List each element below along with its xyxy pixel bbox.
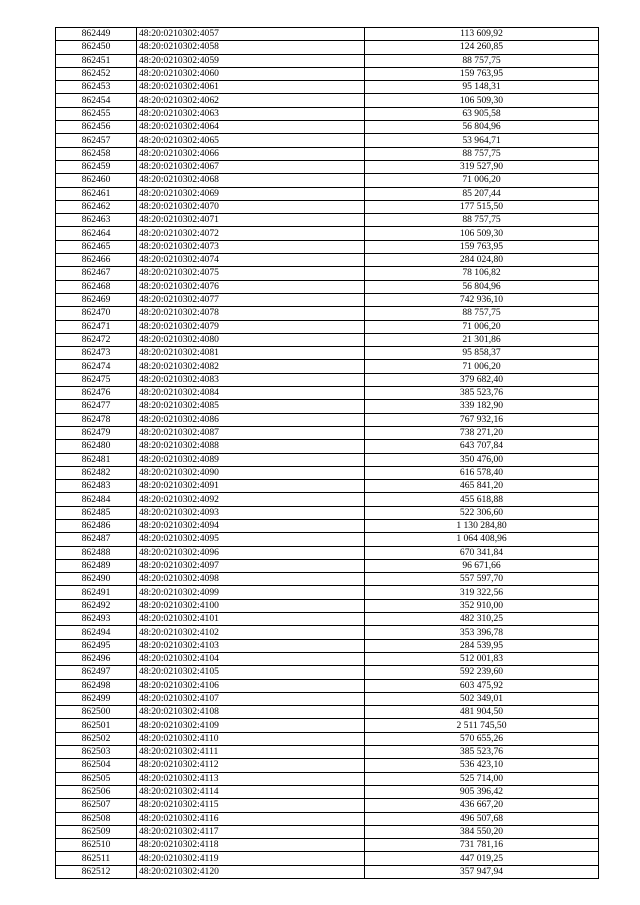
cadastral-number-cell: 48:20:0210302:4086 xyxy=(137,413,365,426)
row-number-cell: 862466 xyxy=(56,254,137,267)
value-cell: 767 932,16 xyxy=(365,413,599,426)
value-cell: 670 341,84 xyxy=(365,546,599,559)
row-number-cell: 862497 xyxy=(56,666,137,679)
row-number-cell: 862476 xyxy=(56,387,137,400)
cadastral-number-cell: 48:20:0210302:4102 xyxy=(137,626,365,639)
value-cell: 2 511 745,50 xyxy=(365,719,599,732)
row-number-cell: 862508 xyxy=(56,812,137,825)
value-cell: 177 515,50 xyxy=(365,200,599,213)
table-row xyxy=(56,333,599,346)
row-number-cell: 862454 xyxy=(56,94,137,107)
value-cell: 1 130 284,80 xyxy=(365,519,599,532)
cadastral-number-cell: 48:20:0210302:4111 xyxy=(137,746,365,759)
value-cell: 159 763,95 xyxy=(365,240,599,253)
cadastral-number-cell: 48:20:0210302:4100 xyxy=(137,599,365,612)
row-number-cell: 862462 xyxy=(56,200,137,213)
cadastral-number-cell: 48:20:0210302:4113 xyxy=(137,772,365,785)
table-row xyxy=(56,759,599,772)
value-cell: 106 509,30 xyxy=(365,227,599,240)
cadastral-number-cell: 48:20:0210302:4109 xyxy=(137,719,365,732)
table-row xyxy=(56,360,599,373)
value-cell: 616 578,40 xyxy=(365,466,599,479)
cadastral-number-cell: 48:20:0210302:4090 xyxy=(137,466,365,479)
row-number-cell: 862449 xyxy=(56,28,137,41)
row-number-cell: 862459 xyxy=(56,160,137,173)
value-cell: 731 781,16 xyxy=(365,839,599,852)
value-cell: 447 019,25 xyxy=(365,852,599,865)
table-row xyxy=(56,772,599,785)
value-cell: 482 310,25 xyxy=(365,613,599,626)
cadastral-number-cell: 48:20:0210302:4085 xyxy=(137,400,365,413)
table-row xyxy=(56,692,599,705)
table-body xyxy=(56,28,599,879)
value-cell: 95 148,31 xyxy=(365,81,599,94)
value-cell: 56 804,96 xyxy=(365,121,599,134)
row-number-cell: 862472 xyxy=(56,333,137,346)
table-row xyxy=(56,200,599,213)
row-number-cell: 862488 xyxy=(56,546,137,559)
table-row xyxy=(56,373,599,386)
table-row xyxy=(56,706,599,719)
value-cell: 319 527,90 xyxy=(365,160,599,173)
cadastral-number-cell: 48:20:0210302:4072 xyxy=(137,227,365,240)
table-row xyxy=(56,573,599,586)
cadastral-number-cell: 48:20:0210302:4083 xyxy=(137,373,365,386)
row-number-cell: 862498 xyxy=(56,679,137,692)
value-cell: 436 667,20 xyxy=(365,799,599,812)
cadastral-number-cell: 48:20:0210302:4118 xyxy=(137,839,365,852)
row-number-cell: 862455 xyxy=(56,107,137,120)
table-row xyxy=(56,54,599,67)
cadastral-number-cell: 48:20:0210302:4075 xyxy=(137,267,365,280)
table-row xyxy=(56,28,599,41)
cadastral-number-cell: 48:20:0210302:4058 xyxy=(137,41,365,54)
cadastral-number-cell: 48:20:0210302:4070 xyxy=(137,200,365,213)
value-cell: 71 006,20 xyxy=(365,360,599,373)
value-cell: 384 550,20 xyxy=(365,825,599,838)
value-cell: 284 539,95 xyxy=(365,639,599,652)
cadastral-number-cell: 48:20:0210302:4098 xyxy=(137,573,365,586)
table-row xyxy=(56,652,599,665)
row-number-cell: 862489 xyxy=(56,559,137,572)
row-number-cell: 862490 xyxy=(56,573,137,586)
cadastral-number-cell: 48:20:0210302:4116 xyxy=(137,812,365,825)
row-number-cell: 862500 xyxy=(56,706,137,719)
value-cell: 522 306,60 xyxy=(365,506,599,519)
value-cell: 88 757,75 xyxy=(365,147,599,160)
cadastral-number-cell: 48:20:0210302:4060 xyxy=(137,67,365,80)
table-row xyxy=(56,413,599,426)
value-cell: 284 024,80 xyxy=(365,254,599,267)
table-row xyxy=(56,626,599,639)
row-number-cell: 862477 xyxy=(56,400,137,413)
row-number-cell: 862478 xyxy=(56,413,137,426)
table-row xyxy=(56,799,599,812)
row-number-cell: 862469 xyxy=(56,293,137,306)
row-number-cell: 862485 xyxy=(56,506,137,519)
cadastral-number-cell: 48:20:0210302:4073 xyxy=(137,240,365,253)
value-cell: 353 396,78 xyxy=(365,626,599,639)
data-table xyxy=(55,27,599,879)
cadastral-number-cell: 48:20:0210302:4057 xyxy=(137,28,365,41)
value-cell: 88 757,75 xyxy=(365,307,599,320)
table-row xyxy=(56,666,599,679)
table-row xyxy=(56,586,599,599)
table-row xyxy=(56,453,599,466)
cadastral-number-cell: 48:20:0210302:4104 xyxy=(137,652,365,665)
value-cell: 21 301,86 xyxy=(365,333,599,346)
table-row xyxy=(56,387,599,400)
table-row xyxy=(56,679,599,692)
table-row xyxy=(56,160,599,173)
table-row xyxy=(56,639,599,652)
value-cell: 512 001,83 xyxy=(365,652,599,665)
row-number-cell: 862475 xyxy=(56,373,137,386)
row-number-cell: 862453 xyxy=(56,81,137,94)
row-number-cell: 862511 xyxy=(56,852,137,865)
value-cell: 53 964,71 xyxy=(365,134,599,147)
row-number-cell: 862494 xyxy=(56,626,137,639)
value-cell: 106 509,30 xyxy=(365,94,599,107)
cadastral-number-cell: 48:20:0210302:4078 xyxy=(137,307,365,320)
table-row xyxy=(56,267,599,280)
row-number-cell: 862504 xyxy=(56,759,137,772)
row-number-cell: 862468 xyxy=(56,280,137,293)
row-number-cell: 862467 xyxy=(56,267,137,280)
table-row xyxy=(56,280,599,293)
cadastral-number-cell: 48:20:0210302:4074 xyxy=(137,254,365,267)
value-cell: 88 757,75 xyxy=(365,214,599,227)
cadastral-number-cell: 48:20:0210302:4093 xyxy=(137,506,365,519)
cadastral-number-cell: 48:20:0210302:4076 xyxy=(137,280,365,293)
cadastral-number-cell: 48:20:0210302:4079 xyxy=(137,320,365,333)
row-number-cell: 862474 xyxy=(56,360,137,373)
value-cell: 592 239,60 xyxy=(365,666,599,679)
row-number-cell: 862512 xyxy=(56,865,137,878)
row-number-cell: 862458 xyxy=(56,147,137,160)
cadastral-number-cell: 48:20:0210302:4084 xyxy=(137,387,365,400)
cadastral-number-cell: 48:20:0210302:4097 xyxy=(137,559,365,572)
table-row xyxy=(56,147,599,160)
table-row xyxy=(56,493,599,506)
value-cell: 385 523,76 xyxy=(365,387,599,400)
cadastral-number-cell: 48:20:0210302:4071 xyxy=(137,214,365,227)
table-row xyxy=(56,347,599,360)
value-cell: 352 910,00 xyxy=(365,599,599,612)
row-number-cell: 862493 xyxy=(56,613,137,626)
cadastral-number-cell: 48:20:0210302:4066 xyxy=(137,147,365,160)
table-row xyxy=(56,307,599,320)
table-row xyxy=(56,466,599,479)
value-cell: 71 006,20 xyxy=(365,174,599,187)
table-row xyxy=(56,719,599,732)
value-cell: 159 763,95 xyxy=(365,67,599,80)
cadastral-number-cell: 48:20:0210302:4067 xyxy=(137,160,365,173)
cadastral-number-cell: 48:20:0210302:4069 xyxy=(137,187,365,200)
value-cell: 570 655,26 xyxy=(365,732,599,745)
cadastral-number-cell: 48:20:0210302:4119 xyxy=(137,852,365,865)
table-row xyxy=(56,480,599,493)
value-cell: 85 207,44 xyxy=(365,187,599,200)
table-row xyxy=(56,785,599,798)
cadastral-number-cell: 48:20:0210302:4103 xyxy=(137,639,365,652)
table-row xyxy=(56,519,599,532)
row-number-cell: 862450 xyxy=(56,41,137,54)
cadastral-number-cell: 48:20:0210302:4062 xyxy=(137,94,365,107)
cadastral-number-cell: 48:20:0210302:4107 xyxy=(137,692,365,705)
value-cell: 742 936,10 xyxy=(365,293,599,306)
table-row xyxy=(56,825,599,838)
row-number-cell: 862510 xyxy=(56,839,137,852)
cadastral-number-cell: 48:20:0210302:4114 xyxy=(137,785,365,798)
row-number-cell: 862465 xyxy=(56,240,137,253)
row-number-cell: 862491 xyxy=(56,586,137,599)
row-number-cell: 862464 xyxy=(56,227,137,240)
row-number-cell: 862487 xyxy=(56,533,137,546)
cadastral-number-cell: 48:20:0210302:4068 xyxy=(137,174,365,187)
value-cell: 357 947,94 xyxy=(365,865,599,878)
row-number-cell: 862509 xyxy=(56,825,137,838)
value-cell: 95 858,37 xyxy=(365,347,599,360)
cadastral-number-cell: 48:20:0210302:4095 xyxy=(137,533,365,546)
table-row xyxy=(56,94,599,107)
value-cell: 603 475,92 xyxy=(365,679,599,692)
row-number-cell: 862505 xyxy=(56,772,137,785)
value-cell: 78 106,82 xyxy=(365,267,599,280)
cadastral-number-cell: 48:20:0210302:4081 xyxy=(137,347,365,360)
value-cell: 113 609,92 xyxy=(365,28,599,41)
cadastral-number-cell: 48:20:0210302:4112 xyxy=(137,759,365,772)
row-number-cell: 862501 xyxy=(56,719,137,732)
table-row xyxy=(56,227,599,240)
table-row xyxy=(56,214,599,227)
cadastral-number-cell: 48:20:0210302:4059 xyxy=(137,54,365,67)
table-row xyxy=(56,613,599,626)
table-row xyxy=(56,107,599,120)
cadastral-number-cell: 48:20:0210302:4092 xyxy=(137,493,365,506)
table-row xyxy=(56,546,599,559)
row-number-cell: 862507 xyxy=(56,799,137,812)
table-row xyxy=(56,121,599,134)
row-number-cell: 862486 xyxy=(56,519,137,532)
cadastral-number-cell: 48:20:0210302:4077 xyxy=(137,293,365,306)
value-cell: 496 507,68 xyxy=(365,812,599,825)
cadastral-number-cell: 48:20:0210302:4065 xyxy=(137,134,365,147)
table-row xyxy=(56,41,599,54)
row-number-cell: 862457 xyxy=(56,134,137,147)
cadastral-number-cell: 48:20:0210302:4094 xyxy=(137,519,365,532)
cadastral-number-cell: 48:20:0210302:4115 xyxy=(137,799,365,812)
value-cell: 385 523,76 xyxy=(365,746,599,759)
row-number-cell: 862463 xyxy=(56,214,137,227)
table-row xyxy=(56,599,599,612)
table-row xyxy=(56,506,599,519)
value-cell: 502 349,01 xyxy=(365,692,599,705)
table-row xyxy=(56,320,599,333)
row-number-cell: 862482 xyxy=(56,466,137,479)
table-row xyxy=(56,852,599,865)
value-cell: 643 707,84 xyxy=(365,440,599,453)
table-row xyxy=(56,293,599,306)
cadastral-number-cell: 48:20:0210302:4088 xyxy=(137,440,365,453)
row-number-cell: 862496 xyxy=(56,652,137,665)
value-cell: 63 905,58 xyxy=(365,107,599,120)
row-number-cell: 862461 xyxy=(56,187,137,200)
row-number-cell: 862495 xyxy=(56,639,137,652)
value-cell: 339 182,90 xyxy=(365,400,599,413)
table-row xyxy=(56,746,599,759)
row-number-cell: 862473 xyxy=(56,347,137,360)
value-cell: 536 423,10 xyxy=(365,759,599,772)
cadastral-number-cell: 48:20:0210302:4101 xyxy=(137,613,365,626)
cadastral-number-cell: 48:20:0210302:4110 xyxy=(137,732,365,745)
cadastral-number-cell: 48:20:0210302:4080 xyxy=(137,333,365,346)
table-row xyxy=(56,812,599,825)
cadastral-number-cell: 48:20:0210302:4087 xyxy=(137,426,365,439)
value-cell: 88 757,75 xyxy=(365,54,599,67)
table-row xyxy=(56,187,599,200)
table-row xyxy=(56,865,599,878)
cadastral-number-cell: 48:20:0210302:4064 xyxy=(137,121,365,134)
value-cell: 905 396,42 xyxy=(365,785,599,798)
cadastral-number-cell: 48:20:0210302:4082 xyxy=(137,360,365,373)
cadastral-number-cell: 48:20:0210302:4106 xyxy=(137,679,365,692)
table-row xyxy=(56,533,599,546)
value-cell: 1 064 408,96 xyxy=(365,533,599,546)
table-row xyxy=(56,240,599,253)
cadastral-number-cell: 48:20:0210302:4105 xyxy=(137,666,365,679)
table-row xyxy=(56,426,599,439)
table-row xyxy=(56,839,599,852)
row-number-cell: 862506 xyxy=(56,785,137,798)
row-number-cell: 862503 xyxy=(56,746,137,759)
table-row xyxy=(56,732,599,745)
row-number-cell: 862481 xyxy=(56,453,137,466)
cadastral-number-cell: 48:20:0210302:4089 xyxy=(137,453,365,466)
cadastral-number-cell: 48:20:0210302:4108 xyxy=(137,706,365,719)
value-cell: 557 597,70 xyxy=(365,573,599,586)
value-cell: 319 322,56 xyxy=(365,586,599,599)
value-cell: 525 714,00 xyxy=(365,772,599,785)
value-cell: 56 804,96 xyxy=(365,280,599,293)
row-number-cell: 862470 xyxy=(56,307,137,320)
value-cell: 481 904,50 xyxy=(365,706,599,719)
cadastral-number-cell: 48:20:0210302:4096 xyxy=(137,546,365,559)
row-number-cell: 862502 xyxy=(56,732,137,745)
cadastral-number-cell: 48:20:0210302:4063 xyxy=(137,107,365,120)
value-cell: 455 618,88 xyxy=(365,493,599,506)
cadastral-number-cell: 48:20:0210302:4117 xyxy=(137,825,365,838)
row-number-cell: 862479 xyxy=(56,426,137,439)
cadastral-number-cell: 48:20:0210302:4061 xyxy=(137,81,365,94)
cadastral-number-cell: 48:20:0210302:4091 xyxy=(137,480,365,493)
table-row xyxy=(56,67,599,80)
value-cell: 350 476,00 xyxy=(365,453,599,466)
table-row xyxy=(56,440,599,453)
row-number-cell: 862471 xyxy=(56,320,137,333)
table-row xyxy=(56,254,599,267)
value-cell: 738 271,20 xyxy=(365,426,599,439)
value-cell: 96 671,66 xyxy=(365,559,599,572)
row-number-cell: 862452 xyxy=(56,67,137,80)
row-number-cell: 862492 xyxy=(56,599,137,612)
row-number-cell: 862480 xyxy=(56,440,137,453)
value-cell: 124 260,85 xyxy=(365,41,599,54)
value-cell: 465 841,20 xyxy=(365,480,599,493)
table-row xyxy=(56,559,599,572)
value-cell: 71 006,20 xyxy=(365,320,599,333)
row-number-cell: 862499 xyxy=(56,692,137,705)
row-number-cell: 862456 xyxy=(56,121,137,134)
table-row xyxy=(56,400,599,413)
table-row xyxy=(56,174,599,187)
table-row xyxy=(56,81,599,94)
cadastral-number-cell: 48:20:0210302:4120 xyxy=(137,865,365,878)
cadastral-number-cell: 48:20:0210302:4099 xyxy=(137,586,365,599)
row-number-cell: 862451 xyxy=(56,54,137,67)
table-row xyxy=(56,134,599,147)
row-number-cell: 862460 xyxy=(56,174,137,187)
row-number-cell: 862484 xyxy=(56,493,137,506)
value-cell: 379 682,40 xyxy=(365,373,599,386)
row-number-cell: 862483 xyxy=(56,480,137,493)
